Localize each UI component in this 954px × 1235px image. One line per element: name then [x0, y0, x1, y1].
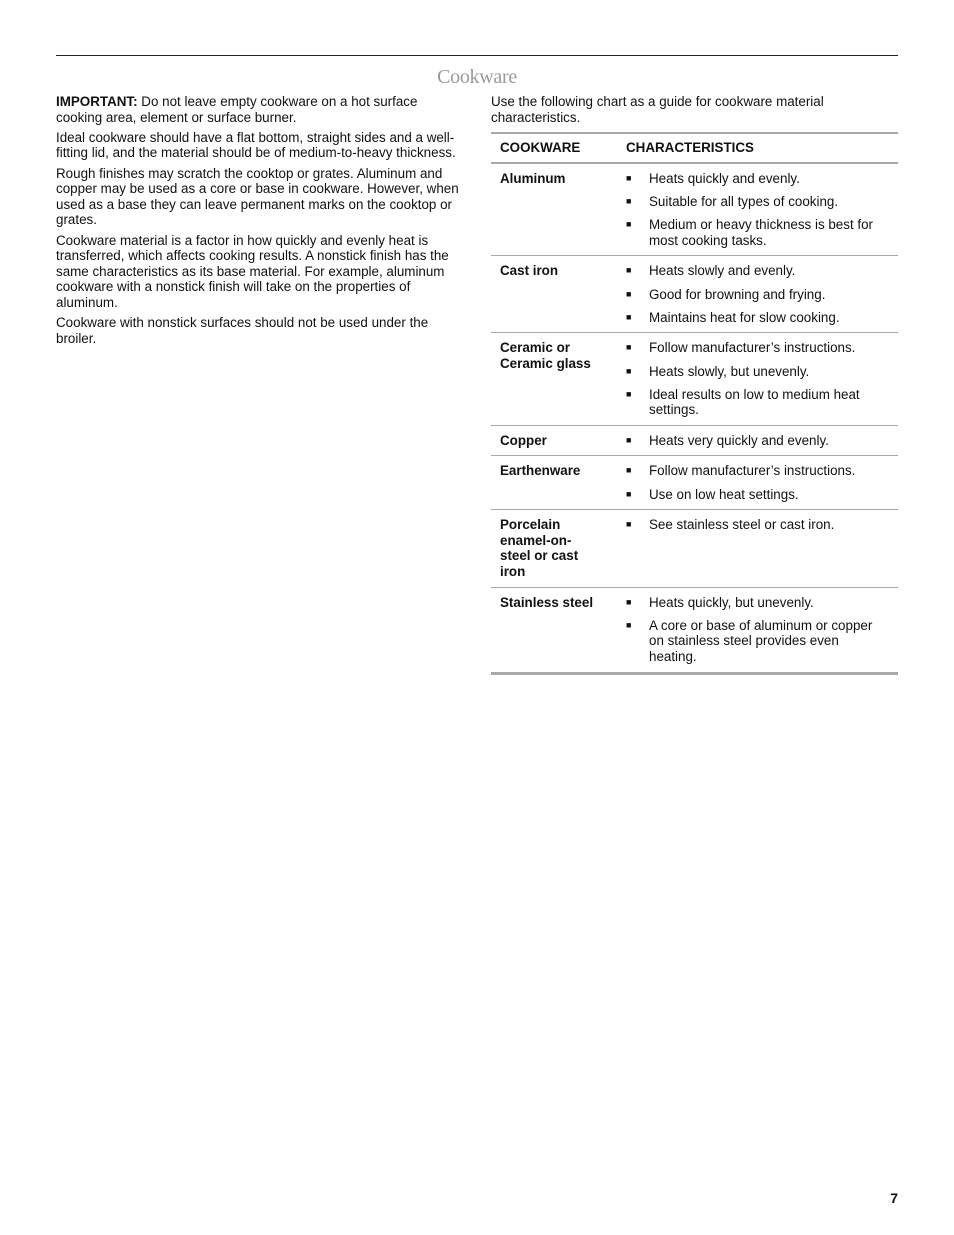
- paragraph: Rough finishes may scratch the cooktop or grates. Aluminum and copper may be used as a core or base in cookware. However, when used as a base they can leave permanent marks on the cooktop or grates.: [56, 165, 459, 228]
- cookware-name-line: Copper: [500, 432, 547, 448]
- characteristic-item: [626, 618, 890, 665]
- square-bullet-icon: ■: [626, 465, 632, 476]
- characteristic-text: Maintains heat for slow cooking.: [649, 309, 840, 325]
- square-bullet-icon: ■: [626, 619, 632, 630]
- cookware-name: [491, 425, 617, 456]
- square-bullet-icon: ■: [626, 288, 632, 299]
- characteristic-item: [626, 194, 890, 210]
- characteristic-item: [626, 171, 890, 187]
- square-bullet-icon: ■: [626, 388, 632, 399]
- characteristic-text: Follow manufacturer’s instructions.: [649, 463, 856, 479]
- cookware-name-line: Stainless steel: [500, 594, 594, 610]
- characteristic-item: [626, 433, 890, 449]
- characteristic-item: [626, 340, 890, 356]
- table-row: [491, 510, 898, 587]
- square-bullet-icon: ■: [626, 434, 632, 445]
- paragraph: Cookware material is a factor in how quickly and evenly heat is transferred, which affects cooking results. A nonstick finish has the same characteristics as its base material. For example, aluminum cookware with a nonstick finish will take on the properties of aluminum.: [56, 232, 449, 310]
- characteristics-cell: [617, 333, 898, 426]
- header-cookware: COOKWARE: [491, 133, 617, 163]
- characteristic-text: Use on low heat settings.: [649, 486, 799, 502]
- page-title: Cookware: [437, 66, 517, 88]
- square-bullet-icon: ■: [626, 365, 632, 376]
- cookware-name: [491, 333, 617, 426]
- characteristic-text: Suitable for all types of cooking.: [649, 193, 839, 209]
- characteristics-cell: [617, 256, 898, 333]
- square-bullet-icon: ■: [626, 172, 632, 183]
- cookware-name: [491, 456, 617, 510]
- characteristic-text: Heats slowly, but unevenly.: [649, 363, 810, 379]
- square-bullet-icon: ■: [626, 488, 632, 499]
- characteristic-text: Heats quickly, but unevenly.: [649, 594, 814, 610]
- paragraph-important: [56, 94, 464, 125]
- top-rule: [56, 55, 898, 56]
- cookware-name: [491, 163, 617, 256]
- cookware-name-line: enamel-on-: [500, 532, 572, 548]
- square-bullet-icon: ■: [626, 311, 632, 322]
- characteristic-text: Heats slowly and evenly.: [649, 263, 796, 279]
- table-row: [491, 587, 898, 673]
- square-bullet-icon: ■: [626, 519, 632, 530]
- characteristic-item: [626, 364, 890, 380]
- characteristic-item: [626, 595, 890, 611]
- cookware-name-line: Ceramic or: [500, 340, 570, 356]
- cookware-name: [491, 256, 617, 333]
- paragraph: Ideal cookware should have a flat bottom, straight sides and a well-fitting lid, and the material should be of medium-to-heavy thickness.: [56, 129, 456, 161]
- cookware-name-line: Earthenware: [500, 463, 581, 479]
- characteristics-cell: [617, 163, 898, 256]
- paragraph-lead: IMPORTANT:: [56, 94, 138, 109]
- characteristic-text: Heats very quickly and evenly.: [649, 432, 829, 448]
- characteristic-item: [626, 387, 890, 418]
- cookware-name-line: steel or cast: [500, 548, 579, 564]
- characteristics-cell: [617, 425, 898, 456]
- characteristic-text: Medium or heavy thickness is best for most cooking tasks.: [649, 217, 874, 248]
- characteristic-text: Ideal results on low to medium heat settings.: [649, 386, 860, 418]
- characteristic-item: [626, 287, 890, 303]
- characteristic-text: See stainless steel or cast iron.: [649, 517, 835, 533]
- characteristics-cell: [617, 510, 898, 587]
- characteristics-cell: [617, 456, 898, 510]
- table-row: [491, 163, 898, 256]
- characteristic-text: Follow manufacturer’s instructions.: [649, 340, 856, 356]
- square-bullet-icon: ■: [626, 265, 632, 276]
- left-column: [56, 94, 464, 351]
- cookware-name-line: Cast iron: [500, 263, 559, 279]
- characteristic-text: Good for browning and frying.: [649, 286, 826, 302]
- cookware-name-line: Aluminum: [500, 170, 566, 186]
- characteristic-text: A core or base of aluminum or copper on stainless steel provides even heating.: [649, 617, 873, 664]
- right-column: [491, 94, 898, 675]
- paragraph-text: Do not leave empty cookware on a hot surface cooking area, element or surface burner.: [56, 94, 418, 125]
- cookware-table: [491, 132, 898, 674]
- table-row: [491, 333, 898, 426]
- cookware-name: [491, 587, 617, 673]
- paragraph: Cookware with nonstick surfaces should not be used under the broiler.: [56, 315, 429, 346]
- table-row: [491, 256, 898, 333]
- page-number: 7: [890, 1190, 898, 1206]
- square-bullet-icon: ■: [626, 219, 632, 230]
- cookware-name: [491, 510, 617, 587]
- characteristic-item: [626, 217, 890, 248]
- table-header-row: [491, 133, 898, 163]
- square-bullet-icon: ■: [626, 596, 632, 607]
- table-row: [491, 425, 898, 456]
- characteristic-item: [626, 517, 890, 533]
- characteristic-item: [626, 263, 890, 279]
- square-bullet-icon: ■: [626, 195, 632, 206]
- table-body: [491, 163, 898, 673]
- header-characteristics: CHARACTERISTICS: [617, 133, 898, 163]
- characteristic-item: [626, 487, 890, 503]
- characteristics-cell: [617, 587, 898, 673]
- table-intro: Use the following chart as a guide for cookware material characteristics.: [491, 94, 824, 125]
- characteristic-item: [626, 310, 890, 326]
- square-bullet-icon: ■: [626, 342, 632, 353]
- characteristic-item: [626, 463, 890, 479]
- cookware-name-line: Ceramic glass: [500, 355, 591, 371]
- cookware-name-line: iron: [500, 564, 526, 580]
- cookware-name-line: Porcelain: [500, 517, 561, 533]
- characteristic-text: Heats quickly and evenly.: [649, 170, 800, 186]
- table-row: [491, 456, 898, 510]
